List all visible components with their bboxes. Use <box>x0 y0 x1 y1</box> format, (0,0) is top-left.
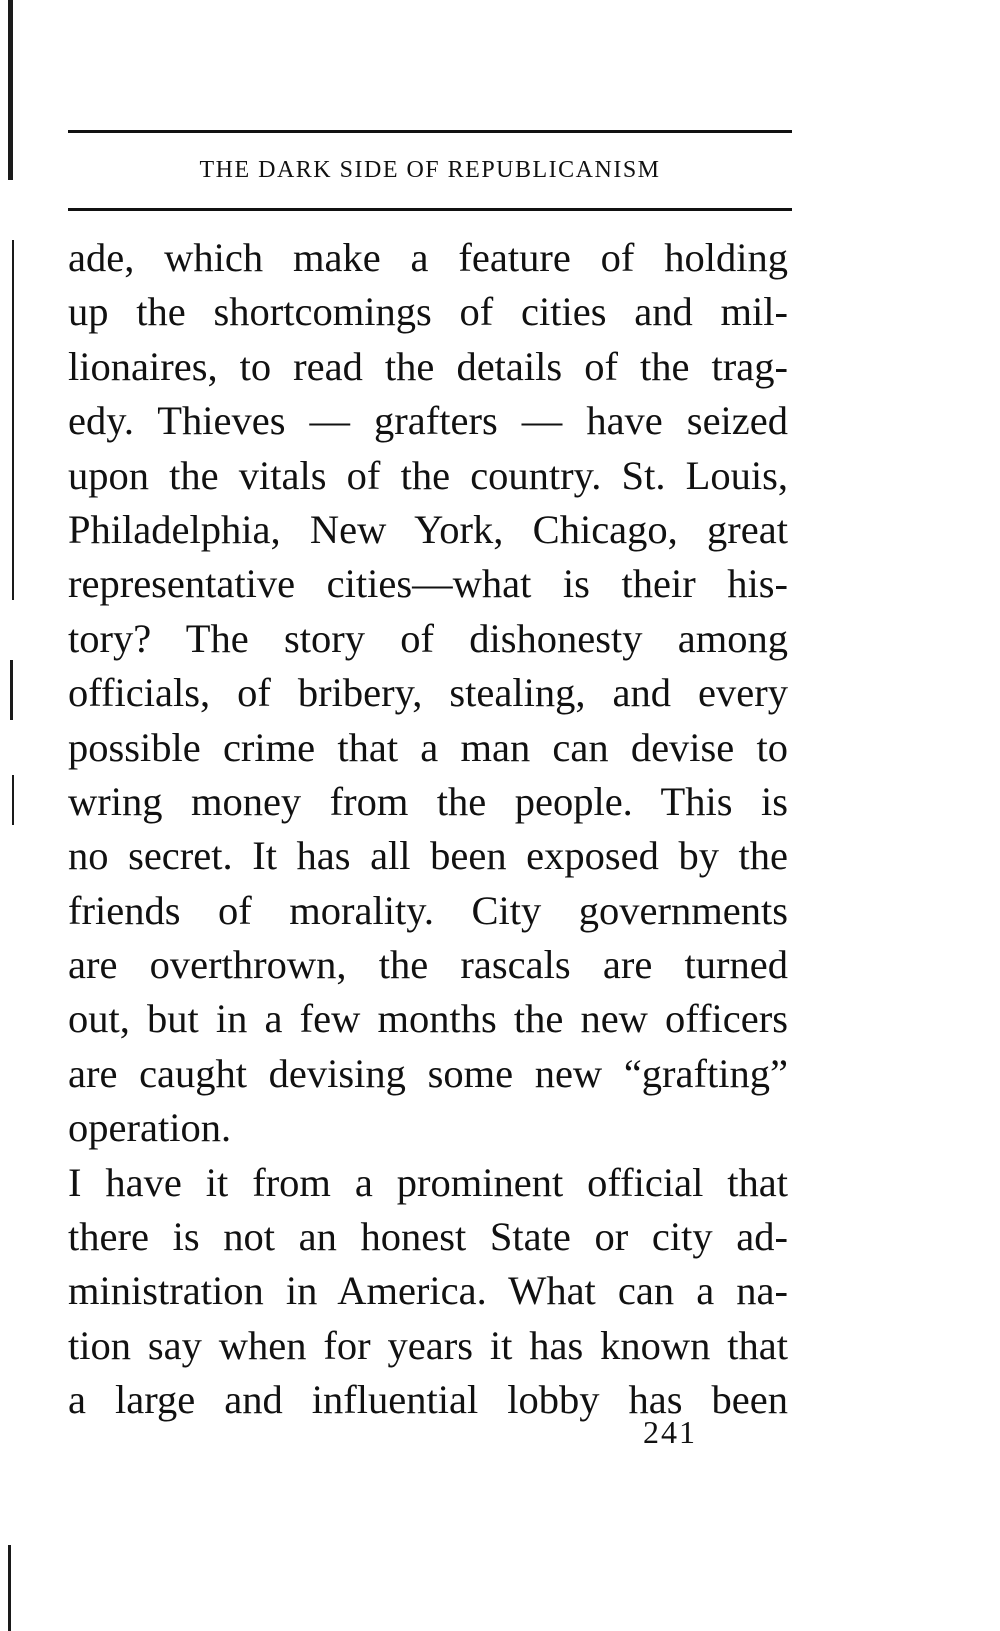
text-line: ministration in America. What can a na- <box>68 1268 788 1314</box>
text-line: up the shortcomings of cities and mil- <box>68 289 788 335</box>
text-line: officials, of bribery, stealing, and every <box>68 670 788 716</box>
text-line: I have it from a prominent official that <box>68 1159 788 1205</box>
text-line: Philadelphia, New York, Chicago, great <box>68 506 788 552</box>
running-head: THE DARK SIDE OF REPUBLICANISM <box>199 157 661 183</box>
header-rule-top <box>68 130 792 133</box>
scan-edge-mark <box>10 660 13 720</box>
text-line: there is not an honest State or city ad- <box>68 1214 788 1260</box>
scan-edge-mark <box>12 775 14 825</box>
text-line: upon the vitals of the country. St. Louis, <box>68 452 788 498</box>
header-rule-bottom <box>68 208 792 211</box>
scan-edge-mark <box>8 0 13 180</box>
text-line: no secret. It has all been exposed by the <box>68 833 788 879</box>
text-line: operation. <box>68 1105 232 1151</box>
body-text <box>68 231 788 1428</box>
text-line: are caught devising some new “grafting” <box>68 1050 788 1096</box>
text-line: edy. Thieves — grafters — have seized <box>68 398 788 444</box>
text-line: friends of morality. City governments <box>68 887 788 933</box>
page-number: 241 <box>643 1414 697 1450</box>
text-line: wring money from the people. This is <box>68 778 788 824</box>
text-line: a large and influential lobby has been <box>68 1377 788 1423</box>
scan-edge-mark <box>12 240 14 600</box>
text-line: lionaires, to read the details of the trag- <box>68 343 788 389</box>
text-line: tory? The story of dishonesty among <box>68 615 788 661</box>
text-line: representative cities—what is their his- <box>68 561 788 607</box>
text-line: out, but in a few months the new officers <box>68 996 788 1042</box>
scan-edge-mark <box>8 1545 11 1631</box>
text-line: ade, which make a feature of holding <box>68 235 788 280</box>
text-line: tion say when for years it has known that <box>68 1322 788 1368</box>
text-line: possible crime that a man can devise to <box>68 724 788 770</box>
text-line: are overthrown, the rascals are turned <box>68 942 788 988</box>
